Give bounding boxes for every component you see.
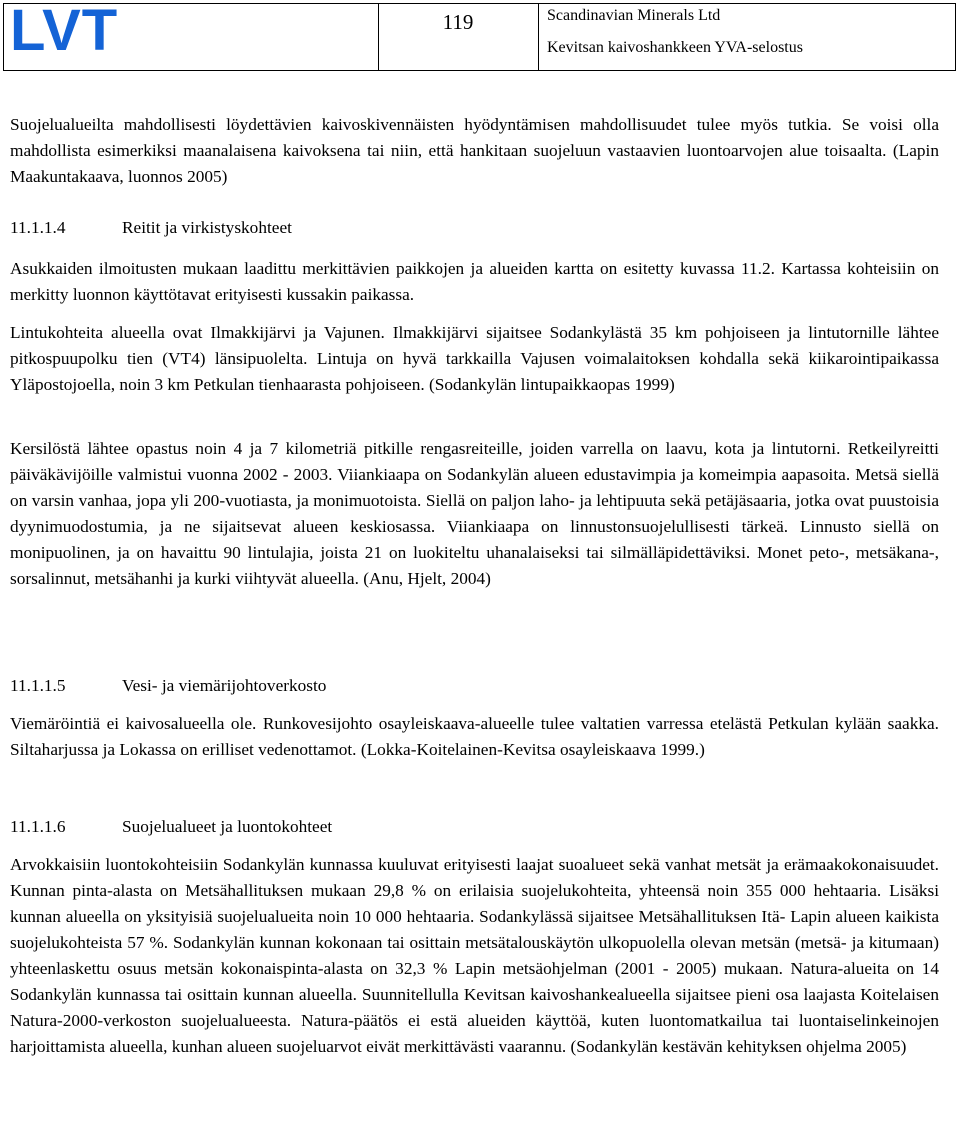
paragraph-water-supply: Viemäröintiä ei kaivosalueella ole. Runkovesijohto osayleiskaava-alueelle tulee valtatien varressa etelästä Petkulan kylään saakka. Siltaharjussa ja Lokassa on erilliset vedenottamot. (Lokka-Koitelainen-Kevitsa osayleiskaava 1999.): [10, 714, 939, 759]
section-heading-routes: [10, 215, 292, 241]
section-heading-protected-areas: [10, 814, 332, 840]
paragraph-protected-areas: Arvokkaisiin luontokohteisiin Sodankylän kunnassa kuuluvat erityisesti laajat suoalueet sekä vanhat metsät ja erämaakokonaisuudet. Kunnan pinta-alasta on Metsähallituksen mukaan 29,8 % on erilaisia suojelukohteita, yhteensä noin 355 000 hehtaaria. Lisäksi kunnan alueella on yksityisiä suojelualueita noin 10 000 hehtaaria. Sodankylässä sijaitsee Metsähallituksen Itä- Lapin alueen kaikista suojelukohteista 57 %. Sodankylän kunnan kokonaan tai osittain metsätalouskäytön ulkopuolella olevan metsän (metsä- ja kitumaan) yhteenlaskettu osuus metsän kokonaispinta-alasta on 32,3 % Lapin metsäohjelman (2001 - 2005) mukaan. Natura-alueita on 14 Sodankylän kunnassa tai osittain kunnan alueella. Suunnitellulla Kevitsan kaivoshankealueella sijaitsee pieni osa laajasta Koitelaisen Natura-2000-verkoston suojelualueesta. Natura-päätös ei estä alueiden käyttöä, kuten luontomatkailua tai luontaiselinkeinojen harjoittamista alueella, kunhan alueen suojeluarvot eivät merkittävästi vaarannu. (Sodankylän kestävän kehityksen ohjelma 2005): [10, 855, 939, 1056]
report-info-cell: [539, 4, 955, 70]
lvt-logo: LVT: [10, 0, 119, 63]
paragraph-hiking-routes: Kersilöstä lähtee opastus noin 4 ja 7 kilometriä pitkille rengasreiteille, joiden varrella on laavu, kota ja lintutorni. Retkeilyreitti päiväkävijöille valmistui vuonna 2002 - 2003. Viiankiaapa on Sodankylän alueen edustavimpia ja komeimpia aapasoita. Metsä siellä on varsin vanhaa, jopa yli 200-vuotiasta, ja monimuotoista. Siellä on paljon laho- ja lehtipuuta sekä petäjäsaaria, jotka ovat puustoisia dyynimuodostumia, ja ne sijaitsevat alueen keskiosassa. Viiankiaapa on linnustonsuojelullisesti tärkeä. Linnusto siellä on monipuolinen, ja on havaittu 90 lintulajia, joista 21 on luokiteltu uhanalaiseksi tai silmälläpidettäviksi. Monet peto-, metsäkana-, sorsalinnut, metsähanhi ja kurki viihtyvät alueella. (Anu, Hjelt, 2004): [10, 439, 939, 588]
section-number: 11.1.1.4: [10, 218, 66, 237]
logo-cell: [4, 0, 379, 70]
section-number: 11.1.1.6: [10, 817, 66, 836]
page-number: 119: [442, 10, 474, 34]
company-name: Scandinavian Minerals Ltd: [547, 7, 721, 24]
section-title: Reitit ja virkistyskohteet: [122, 218, 292, 237]
paragraph-bird-sites: Lintukohteita alueella ovat Ilmakkijärvi ja Vajunen. Ilmakkijärvi sijaitsee Sodankylästä 35 km pohjoiseen ja lintutornille lähtee pitkospuupolku tien (VT4) länsipuolelta. Lintuja on hyvä tarkkailla Vajusen voimalaitoksen kohdalla sekä kiikarointipaikassa Yläpostojoella, noin 3 km Petkulan tienhaarasta pohjoiseen. (Sodankylän lintupaikkaopas 1999): [10, 323, 939, 394]
section-title: Suojelualueet ja luontokohteet: [122, 817, 333, 836]
section-number: 11.1.1.5: [10, 676, 66, 695]
section-heading-water: [10, 673, 326, 699]
page-number-cell: [378, 4, 539, 70]
paragraph-mining-resources: Suojelualueilta mahdollisesti löydettävien kaivoskivennäisten hyödyntämisen mahdollisuudet tulee myös tutkia. Se voisi olla mahdollista esimerkiksi maanalaisena kaivoksena tai niin, että hankitaan suojeluun vastaavien luontoarvojen alue toisaalta. (Lapin Maakuntakaava, luonnos 2005): [10, 115, 939, 186]
page-header: [3, 0, 956, 71]
report-title: Kevitsan kaivoshankkeen YVA-selostus: [547, 39, 803, 56]
section-title: Vesi- ja viemärijohtoverkosto: [122, 676, 327, 695]
paragraph-resident-map: Asukkaiden ilmoitusten mukaan laadittu merkittävien paikkojen ja alueiden kartta on esitetty kuvassa 11.2. Kartassa kohteisiin on merkitty luonnon käyttötavat erityisesti kussakin paikassa.: [10, 259, 939, 304]
